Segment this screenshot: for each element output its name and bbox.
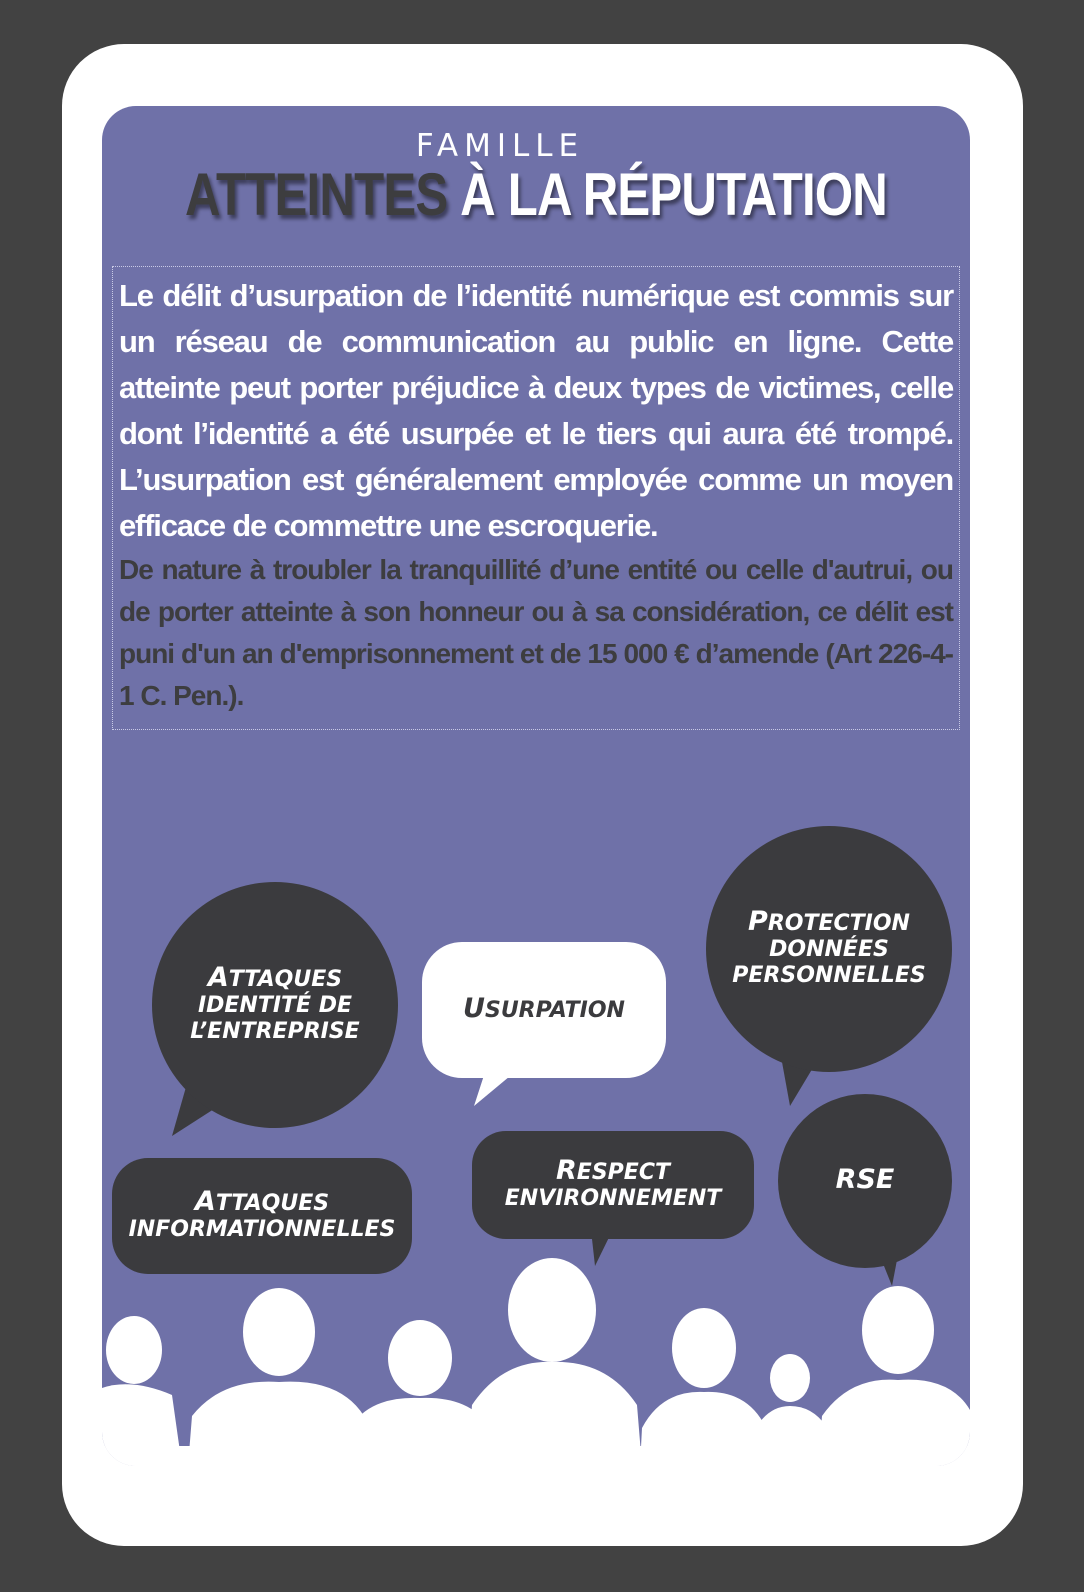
person-head bbox=[770, 1354, 810, 1402]
person-head bbox=[862, 1286, 934, 1374]
initial: A bbox=[207, 962, 229, 993]
family-kicker: FAMILLE bbox=[415, 128, 585, 164]
crowd-base bbox=[102, 1446, 970, 1466]
title-part-1: ATTEINTES bbox=[185, 161, 448, 228]
person-head bbox=[508, 1258, 596, 1362]
bubble-attaques-identite-text bbox=[190, 962, 360, 1045]
line1: TTAQUES bbox=[215, 1191, 330, 1216]
card-panel bbox=[102, 106, 970, 1466]
bubble-protection-text bbox=[732, 906, 926, 989]
card bbox=[62, 44, 1023, 1546]
crowd-silhouettes bbox=[102, 1210, 970, 1466]
line1: SURPATION bbox=[484, 998, 625, 1023]
line1: ROTECTION bbox=[767, 911, 910, 936]
line1: ESPECT bbox=[576, 1160, 670, 1185]
initial: U bbox=[463, 993, 485, 1024]
description-paragraph-1: Le délit d’usurpation de l’identité numérique est commis sur un réseau de communication au public en ligne. Cette atteinte peut porter préjudice à deux types de victimes, celle dont l’identité a été usurpée et le tiers qui aura été trompé. L’usurpation est généralement employée comme un moyen efficace de commettre une escroquerie. bbox=[119, 278, 953, 543]
bubble-rse-text bbox=[835, 1164, 895, 1195]
person-head bbox=[243, 1288, 315, 1376]
initial: P bbox=[748, 906, 768, 937]
rse-label: RSE bbox=[835, 1164, 895, 1195]
description-paragraph-2: De nature à troubler la tranquillité d’une entité ou celle d'autrui, ou de porter atteinte à son honneur ou à sa considération, ce délit est puni d'un an d'emprisonnement et de 15 000 € d’amende (Art 226-4-1 C. Pen.). bbox=[119, 554, 953, 711]
person-head bbox=[106, 1316, 162, 1384]
bubble-respect-text bbox=[504, 1155, 722, 1212]
bubble-attaques-identite bbox=[152, 882, 398, 1128]
line2: IDENTITÉ DE bbox=[197, 993, 353, 1018]
initial: R bbox=[556, 1155, 577, 1186]
title-part-2: À LA RÉPUTATION bbox=[460, 161, 887, 228]
line2: ENVIRONNEMENT bbox=[504, 1186, 722, 1211]
line3: PERSONNELLES bbox=[732, 963, 926, 988]
line2: DONNÉES bbox=[769, 937, 889, 962]
person-head bbox=[388, 1320, 452, 1396]
initial: A bbox=[194, 1186, 216, 1217]
bubble-protection bbox=[706, 826, 952, 1072]
bubble-usurpation bbox=[422, 942, 666, 1078]
bubble-usurpation-text bbox=[463, 993, 625, 1024]
person-head bbox=[672, 1308, 736, 1388]
line2: INFORMATIONNELLES bbox=[128, 1217, 396, 1242]
line1: TTAQUES bbox=[228, 967, 343, 992]
line3: L’ENTREPRISE bbox=[190, 1019, 360, 1044]
